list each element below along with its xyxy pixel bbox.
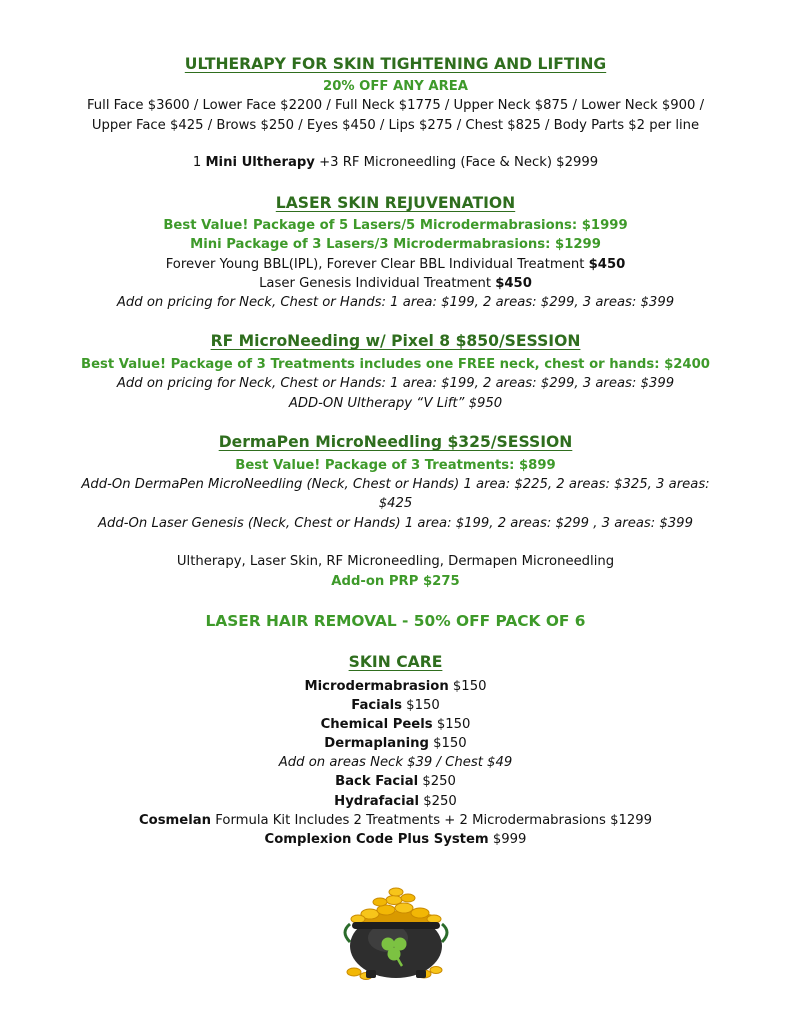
skincare-item-price: $150 bbox=[448, 679, 487, 694]
genesis-text: Laser Genesis Individual Treatment bbox=[259, 276, 496, 291]
laser-genesis-addon: Add-On Laser Genesis (Neck, Chest or Hands) 1 area: $199, 2 areas: $299 , 3 areas: $399 bbox=[98, 516, 693, 531]
skincare-item-price: $250 bbox=[419, 794, 457, 809]
skincare-item-name: Complexion Code Plus System bbox=[264, 832, 489, 847]
skincare-item-name: Cosmelan bbox=[138, 813, 212, 828]
skincare-item bbox=[40, 772, 751, 791]
laser-title: LASER SKIN REJUVENATION bbox=[275, 194, 516, 212]
skincare-addon-areas: Add on areas Neck $39 / Chest $49 bbox=[278, 755, 513, 770]
pot-of-gold-shamrock-icon bbox=[336, 886, 456, 986]
rf-vlift-addon: ADD-ON Ultherapy “V Lift” $950 bbox=[288, 396, 503, 411]
laser-package-3: Mini Package of 3 Lasers/3 Microdermabrasions: $1299 bbox=[190, 237, 601, 252]
laser-package-5: Best Value! Package of 5 Lasers/5 Microdermabrasions: $1999 bbox=[163, 218, 628, 233]
bbl-price: $450 bbox=[588, 257, 626, 272]
skincare-item bbox=[40, 677, 751, 696]
skincare-item-name: Back Facial bbox=[335, 774, 419, 789]
skincare-item-price: $150 bbox=[401, 698, 440, 713]
skincare-item-price: $150 bbox=[432, 717, 471, 732]
skincare-item bbox=[40, 792, 751, 811]
prp-services: Ultherapy, Laser Skin, RF Microneedling, Dermapen Microneedling bbox=[176, 554, 615, 569]
skincare-item-price: $150 bbox=[428, 736, 467, 751]
skincare-item-name: Facials bbox=[351, 698, 402, 713]
ultherapy-prices-line1: Full Face $3600 / Lower Face $2200 / Full Neck $1775 / Upper Neck $875 / Lower Neck $900 / bbox=[86, 98, 705, 113]
mini-prefix: 1 bbox=[192, 155, 206, 170]
bbl-treatment bbox=[40, 255, 751, 274]
skincare-item-name: Dermaplaning bbox=[324, 736, 429, 751]
skincare-item-price: $250 bbox=[418, 774, 456, 789]
mini-ultherapy-offer bbox=[40, 153, 751, 172]
skincare-title: SKIN CARE bbox=[348, 653, 443, 671]
skincare-item bbox=[40, 715, 751, 734]
rf-package: Best Value! Package of 3 Treatments includes one FREE neck, chest or hands: $2400 bbox=[81, 357, 710, 372]
skincare-item bbox=[40, 811, 751, 830]
ultherapy-title: ULTHERAPY FOR SKIN TIGHTENING AND LIFTING bbox=[184, 55, 607, 73]
laser-addon-pricing: Add on pricing for Neck, Chest or Hands: 1 area: $199, 2 areas: $299, 3 areas: $399 bbox=[116, 295, 675, 310]
hair-removal-title: LASER HAIR REMOVAL - 50% OFF PACK OF 6 bbox=[205, 612, 586, 630]
genesis-price: $450 bbox=[495, 276, 532, 291]
ultherapy-promo: 20% OFF ANY AREA bbox=[323, 79, 468, 94]
rf-title: RF MicroNeeding w/ Pixel 8 $850/SESSION bbox=[210, 332, 581, 350]
skincare-item-price: $999 bbox=[488, 832, 527, 847]
prp-addon: Add-on PRP $275 bbox=[331, 574, 460, 589]
skincare-item bbox=[40, 830, 751, 849]
dermapen-title: DermaPen MicroNeedling $325/SESSION bbox=[218, 433, 573, 451]
mini-ultherapy-label: Mini Ultherapy bbox=[205, 155, 315, 170]
rf-addon-pricing: Add on pricing for Neck, Chest or Hands: 1 area: $199, 2 areas: $299, 3 areas: $399 bbox=[116, 376, 675, 391]
laser-genesis-treatment bbox=[40, 274, 751, 293]
skincare-item-name: Chemical Peels bbox=[320, 717, 433, 732]
ultherapy-prices-line2: Upper Face $425 / Brows $250 / Eyes $450 / Lips $275 / Chest $825 / Body Parts $2 per line bbox=[91, 118, 700, 133]
skincare-item-name: Microdermabrasion bbox=[304, 679, 449, 694]
skincare-item-name: Hydrafacial bbox=[334, 794, 420, 809]
skincare-item bbox=[40, 696, 751, 715]
dermapen-addon-line2: $425 bbox=[378, 496, 413, 511]
dermapen-addon-line1: Add-On DermaPen MicroNeedling (Neck, Chest or Hands) 1 area: $225, 2 areas: $325, 3 areas: bbox=[81, 477, 710, 492]
bbl-text: Forever Young BBL(IPL), Forever Clear BBL Individual Treatment bbox=[165, 257, 589, 272]
skincare-item-price: Formula Kit Includes 2 Treatments + 2 Microdermabrasions $1299 bbox=[211, 813, 653, 828]
mini-ultherapy-rest: +3 RF Microneedling (Face & Neck) $2999 bbox=[314, 155, 599, 170]
dermapen-package: Best Value! Package of 3 Treatments: $899 bbox=[235, 458, 556, 473]
skincare-item bbox=[40, 734, 751, 753]
